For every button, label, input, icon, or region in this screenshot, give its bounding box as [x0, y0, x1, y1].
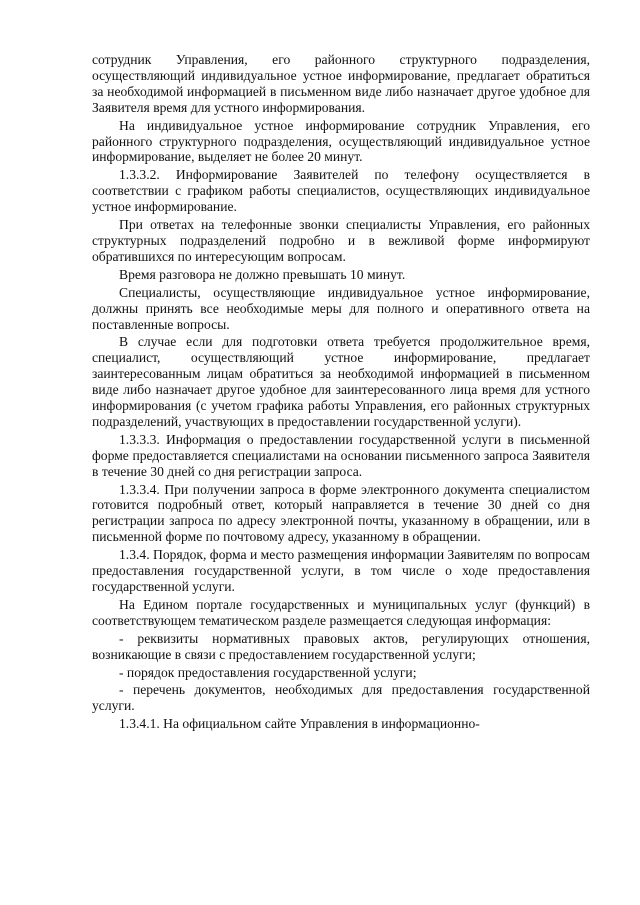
paragraph-6: Специалисты, осуществляющие индивидуальное устное информирование, должны принять все необходимые меры для полного и оперативного ответа на поставленные вопросы.: [92, 284, 590, 332]
paragraph-3: 1.3.3.2. Информирование Заявителей по телефону осуществляется в соответствии с графиком работы специалистов, осуществляющих индивидуальное устное информирование.: [92, 167, 590, 215]
list-item-1: - реквизиты нормативных правовых актов, регулирующих отношения, возникающие в связи с предоставлением государственной услуги;: [92, 630, 590, 662]
page-bottom-edge: [0, 900, 640, 905]
paragraph-1: сотрудник Управления, его районного структурного подразделения, осуществляющий индивидуальное устное информирование, предлагает обратиться за необходимой информацией в письменном виде либо назначает другое удобное для Заявителя время для устного информирования.: [92, 52, 590, 115]
list-item-2: - порядок предоставления государственной услуги;: [119, 664, 417, 680]
paragraph-5: Время разговора не должно превышать 10 минут.: [119, 266, 406, 282]
document-page: [92, 52, 590, 734]
paragraph-7: В случае если для подготовки ответа требуется продолжительное время, специалист, осуществляющий устное информирование, предлагает заинтересованным лицам обратиться за необходимой информацией в письменном виде либо назначает другое удобное для заинтересованного лица время для устного информирования (с учетом графика работы Управления, его районных структурных подразделений, участвующих в предоставлении государственной услуги).: [92, 334, 590, 429]
paragraph-8: 1.3.3.3. Информация о предоставлении государственной услуги в письменной форме предоставляется специалистами на основании письменного запроса Заявителя в течение 30 дней со дня регистрации запроса.: [92, 431, 590, 479]
paragraph-4: При ответах на телефонные звонки специалисты Управления, его районных структурных подразделений подробно и в вежливой форме информируют обратившихся по интересующим вопросам.: [92, 217, 590, 264]
paragraph-9: 1.3.3.4. При получении запроса в форме электронного документа специалистом готовится подробный ответ, который направляется в течение 30 дней со дня регистрации запроса по адресу электронной почты, указанному в обращении, или в письменной форме по почтовому адресу, указанному в обращении.: [92, 481, 590, 545]
list-item-3: - перечень документов, необходимых для предоставления государственной услуги.: [92, 682, 590, 714]
paragraph-11: На Едином портале государственных и муниципальных услуг (функций) в соответствующем тематическом разделе размещается следующая информация:: [92, 596, 590, 628]
paragraph-12: 1.3.4.1. На официальном сайте Управления в информационно-: [119, 716, 480, 732]
paragraph-2: На индивидуальное устное информирование сотрудник Управления, его районного структурного подразделения, осуществляющий индивидуальное устное информирование, выделяет не более 20 минут.: [92, 117, 590, 165]
paragraph-10: 1.3.4. Порядок, форма и место размещения информации Заявителям по вопросам предоставления государственной услуги, в том числе о ходе предоставления государственной услуги.: [92, 547, 590, 594]
